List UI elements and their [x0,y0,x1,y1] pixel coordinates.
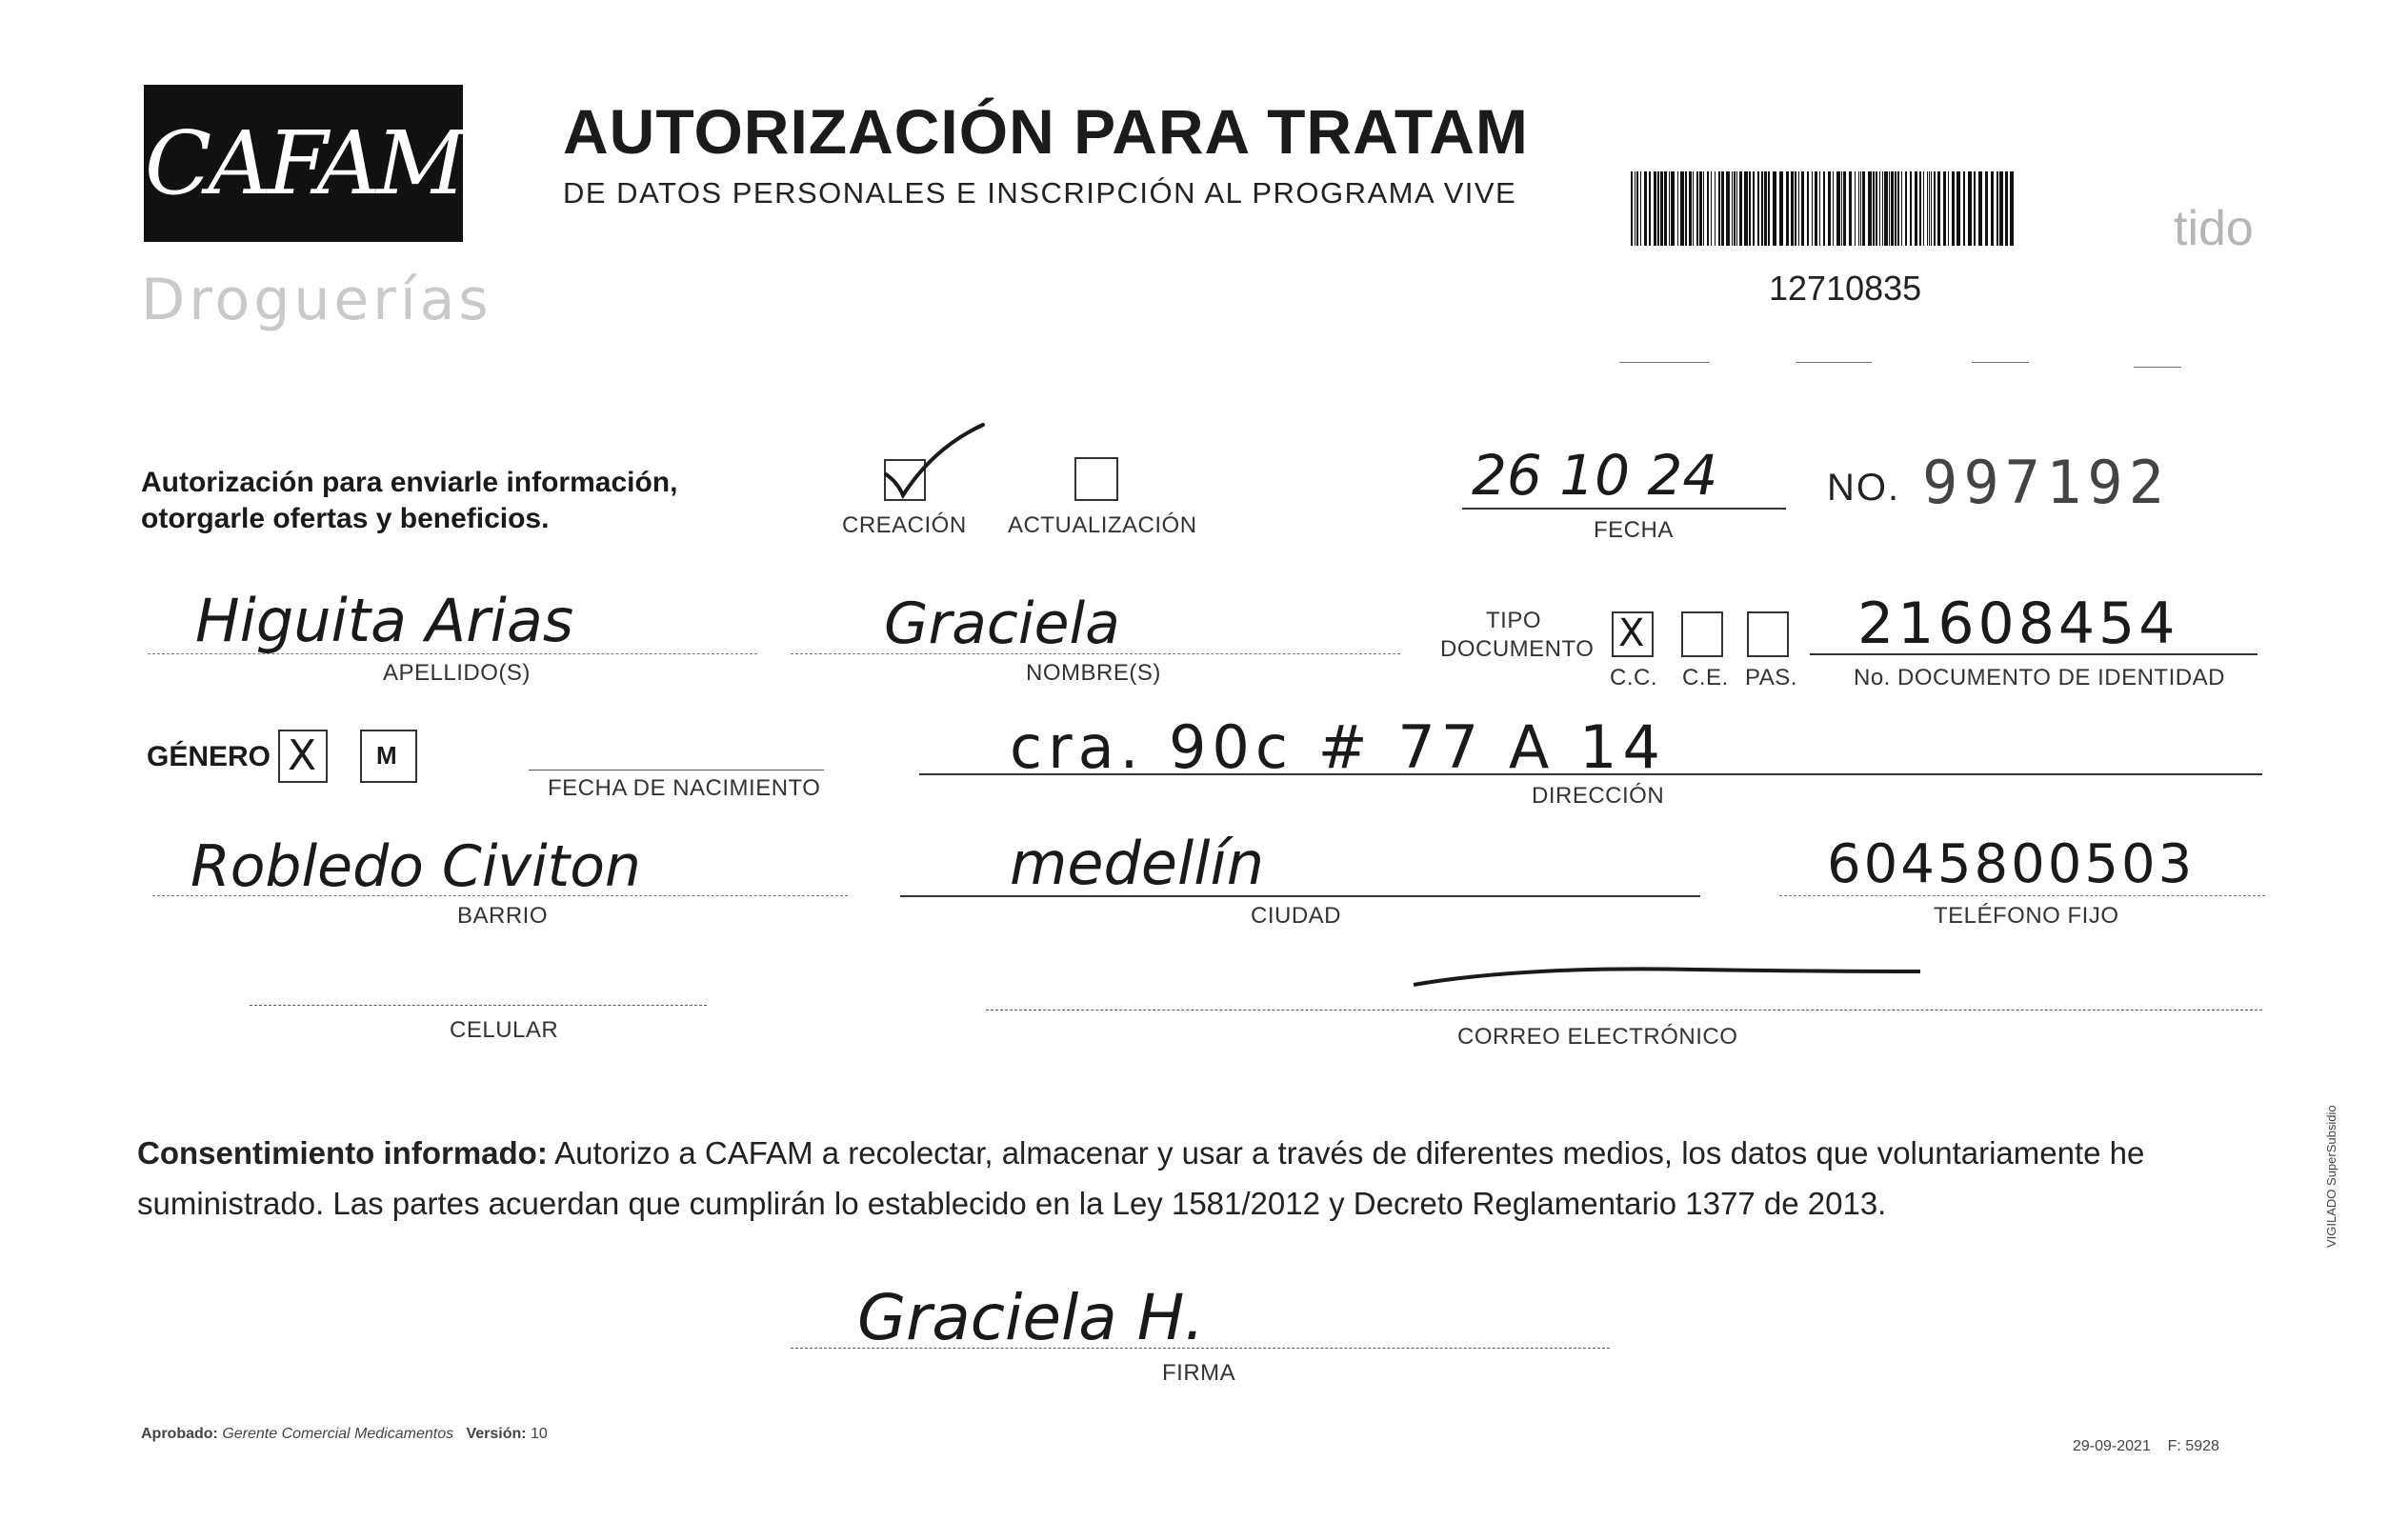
barcode-bar [1749,171,1751,246]
barcode-bar [1934,171,1936,246]
cc-mark: X [1618,611,1645,655]
apellidos-line [148,653,757,654]
apellidos-value: Higuita Arias [195,586,574,655]
nombres-line [791,653,1400,654]
cafam-logo [144,85,463,242]
barcode-bar [1860,171,1861,246]
barcode-bar [2010,171,2014,246]
correo-label: CORREO ELECTRÓNICO [1457,1024,1738,1050]
barcode-bar [1855,171,1856,246]
ce-checkbox[interactable] [1681,611,1723,657]
authorization-label-line2: otorgarle ofertas y beneficios. [141,503,550,534]
ce-label: C.E. [1682,665,1729,690]
barcode-bar [1677,171,1678,246]
barcode-bar [1739,171,1742,246]
fecha-line [1462,508,1786,510]
cc-label: C.C. [1610,665,1657,690]
barcode-bar [1997,171,1998,246]
barcode-bar [1858,171,1859,246]
barcode-bar [1884,171,1888,246]
barcode-bar [1952,171,1955,246]
barcode-bar [1889,171,1890,246]
celular-line [250,1005,707,1006]
barcode-bar [1876,171,1877,246]
barcode-bar [1891,171,1894,246]
documento-label: No. DOCUMENTO DE IDENTIDAD [1854,665,2225,690]
barcode [1631,171,2019,246]
barcode-bar [1798,171,1799,246]
barcode-bar [1734,171,1736,246]
documento-type-label: DOCUMENTO [1440,636,1595,662]
barcode-bar [1862,171,1865,246]
logo-text: CAFAM [144,112,463,214]
barcode-bar [1640,171,1641,246]
fecha-label: FECHA [1594,517,1674,543]
barcode-bar [1715,171,1716,246]
barcode-bar [1791,171,1794,246]
barcode-bar [1819,171,1820,246]
version-label: Versión: [466,1426,527,1442]
barcode-bar [1669,171,1670,246]
barcode-bar [1919,171,1921,246]
barcode-bar [1948,171,1949,246]
barcode-bar [1757,171,1759,246]
barcode-bar [1991,171,1994,246]
barcode-bar [1685,171,1687,246]
barcode-bar [1631,171,1633,246]
barcode-bar [1744,171,1748,246]
barcode-bar [1696,171,1698,246]
barcode-bar [1779,171,1783,246]
barcode-bar [1978,171,1982,246]
barcode-number: 12710835 [1769,269,1922,308]
actualizacion-checkbox[interactable] [1074,457,1118,501]
barcode-bar [1974,171,1976,246]
drogerias-sublogo: Droguerías [141,267,492,333]
barcode-bar [1897,171,1899,246]
barcode-bar [1937,171,1940,246]
barcode-bar [1873,171,1875,246]
actualizacion-label: ACTUALIZACIÓN [1008,512,1197,538]
barcode-bar [1943,171,1946,246]
correo-line [986,1010,2262,1011]
barcode-bar [1868,171,1872,246]
date-code: 29-09-2021 [2073,1438,2151,1454]
barcode-bar [1801,171,1804,246]
form-code: F: 5928 [2167,1438,2219,1454]
barcode-bar [1929,171,1930,246]
form-title: AUTORIZACIÓN PARA TRATAM [563,96,1529,167]
telefono-label: TELÉFONO FIJO [1934,903,2119,929]
fecha-value: 26 10 24 [1472,443,1718,508]
barcode-bar [1703,171,1704,246]
vigilado-side-text: VIGILADO SuperSubsidio [2324,1105,2338,1248]
authorization-label-line1: Autorización para enviarle información, [141,467,678,498]
divider [1796,362,1872,363]
barrio-label: BARRIO [457,903,549,929]
barcode-bar [1812,171,1813,246]
pas-label: PAS. [1745,665,1797,690]
barcode-bar [1833,171,1834,246]
celular-label: CELULAR [450,1017,559,1043]
corner-fragment-text: tido [2174,201,2254,256]
barcode-bar [1968,171,1972,246]
barcode-bar [1895,171,1896,246]
documento-line [1810,653,2258,655]
genero-label: GÉNERO [147,741,271,772]
barcode-bar [1736,171,1737,246]
barcode-bar [1901,171,1902,246]
documento-value: 21608454 [1857,590,2179,657]
divider [1619,362,1710,363]
signature-line [791,1348,1610,1349]
barcode-bar [1923,171,1924,246]
aprobado-label: Aprobado: [141,1426,218,1442]
barcode-bar [1773,171,1776,246]
barcode-bar [1879,171,1880,246]
signature-value: Graciela H. [857,1281,1205,1354]
barcode-bar [1711,171,1712,246]
barcode-bar [1905,171,1907,246]
barcode-bar [1956,171,1960,246]
direccion-label: DIRECCIÓN [1532,783,1665,809]
aprobado-value: Gerente Comercial Medicamentos [222,1426,454,1442]
genero-m-label: M [376,741,397,770]
barcode-bar [1985,171,1988,246]
nacimiento-label: FECHA DE NACIMIENTO [548,775,821,801]
barcode-bar [1649,171,1651,246]
genero-f-mark: X [288,731,317,780]
nombres-value: Graciela [884,590,1120,657]
barcode-bar [1707,171,1709,246]
barcode-bar [1699,171,1702,246]
barcode-bar [1718,171,1720,246]
barcode-bar [1671,171,1675,246]
barcode-bar [1927,171,1928,246]
barcode-bar [1828,171,1831,246]
no-label: NO. [1827,467,1901,509]
barcode-bar [1732,171,1733,246]
barcode-bar [1849,171,1852,246]
barrio-value: Robledo Civiton [191,833,641,900]
barcode-bar [1660,171,1663,246]
telefono-line [1779,895,2265,896]
no-value: 997192 [1922,448,2170,517]
footer-approval [141,1426,548,1443]
ciudad-label: CIUDAD [1251,903,1342,929]
barrio-line [152,895,848,896]
barcode-bar [1795,171,1796,246]
apellidos-label: APELLIDO(S) [383,660,531,686]
barcode-bar [1689,171,1692,246]
barcode-bar [1654,171,1656,246]
barcode-bar [2005,171,2008,246]
barcode-bar [1963,171,1965,246]
ciudad-value: medellín [1010,829,1265,898]
barcode-bar [1764,171,1767,246]
tipo-label: TIPO [1486,608,1542,633]
barcode-bar [1931,171,1932,246]
barcode-bar [1815,171,1817,246]
direccion-line [919,773,2262,775]
consent-paragraph [137,1128,2271,1229]
barcode-bar [1726,171,1730,246]
barcode-bar [1753,171,1755,246]
barcode-bar [1768,171,1770,246]
barcode-bar [1836,171,1840,246]
divider [2134,367,2181,368]
creacion-label: CREACIÓN [842,512,967,538]
barcode-bar [1999,171,2003,246]
version-value: 10 [531,1426,548,1442]
barcode-bar [1680,171,1684,246]
direccion-value: cra. 90c # 77 A 14 [1010,712,1666,782]
barcode-bar [1843,171,1846,246]
barcode-bar [1823,171,1825,246]
ciudad-line [900,895,1700,897]
form-subtitle: DE DATOS PERSONALES E INSCRIPCIÓN AL PROGRAMA VIVE [563,176,1517,210]
consent-text: Autorizo a CAFAM a recolectar, almacenar y usar a través de diferentes medios, los datos que voluntariamente he suministrado. Las partes acuerdan que cumplirán lo establecido en la Ley 1581/2012 y Decreto Reglamentario 1377 de 2013. [137,1135,2145,1221]
check-mark-icon [876,419,991,505]
barcode-bar [1657,171,1659,246]
barcode-bar [1721,171,1724,246]
pas-checkbox[interactable] [1747,611,1789,657]
telefono-value: 6045800503 [1827,833,2196,895]
footer-codes [2073,1438,2219,1455]
barcode-bar [1841,171,1842,246]
barcode-bar [1636,171,1638,246]
barcode-bar [1786,171,1789,246]
barcode-bar [1910,171,1912,246]
nacimiento-line [529,770,824,771]
handwritten-stroke [1410,962,1924,991]
barcode-bar [1761,171,1763,246]
barcode-bar [1664,171,1667,246]
barcode-bar [1915,171,1917,246]
barcode-bar [1882,171,1883,246]
nombres-label: NOMBRE(S) [1026,660,1161,686]
barcode-bar [1807,171,1809,246]
consent-bold: Consentimiento informado: [137,1135,548,1171]
barcode-bar [1693,171,1694,246]
signature-label: FIRMA [1162,1360,1236,1386]
divider [1972,362,2029,363]
barcode-bar [1644,171,1647,246]
